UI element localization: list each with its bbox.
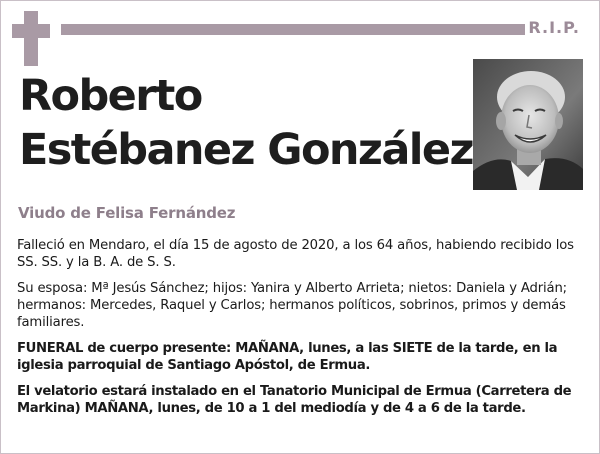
notice-body [17, 237, 585, 426]
family-list: Su esposa: Mª Jesús Sánchez; hijos: Yanira y Alberto Arrieta; nietos: Daniela y Adrián; hermanos: Mercedes, Raquel y Carlos; hermanos políticos, sobrinos, primos y demás familiares. [17, 281, 567, 330]
cross-icon [12, 11, 50, 66]
cross-horizontal-bar [12, 24, 50, 38]
funeral-details: FUNERAL de cuerpo presente: MAÑANA, lunes, a las SIETE de la tarde, en la iglesia parroquial de Santiago Apóstol, de Ermua. [17, 341, 558, 373]
portrait-image [473, 59, 583, 190]
rip-label: R.I.P. [528, 18, 580, 37]
deceased-portrait-photo [473, 59, 583, 190]
death-announcement: Falleció en Mendaro, el día 15 de agosto de 2020, a los 64 años, habiendo recibido los SS. SS. y la B. A. de S. S. [17, 238, 574, 270]
cross-vertical-bar [24, 11, 38, 66]
wake-details: El velatorio estará instalado en el Tanatorio Municipal de Ermua (Carretera de Markina) MAÑANA, lunes, de 10 a 1 del mediodía y de 4 a 6 de la tarde. [17, 384, 572, 416]
deceased-name [19, 69, 473, 177]
deceased-first-name: Roberto [19, 71, 202, 121]
deceased-surnames: Estébanez González [19, 125, 473, 175]
header-divider [61, 24, 525, 35]
relation-subtitle: Viudo de Felisa Fernández [18, 204, 236, 222]
